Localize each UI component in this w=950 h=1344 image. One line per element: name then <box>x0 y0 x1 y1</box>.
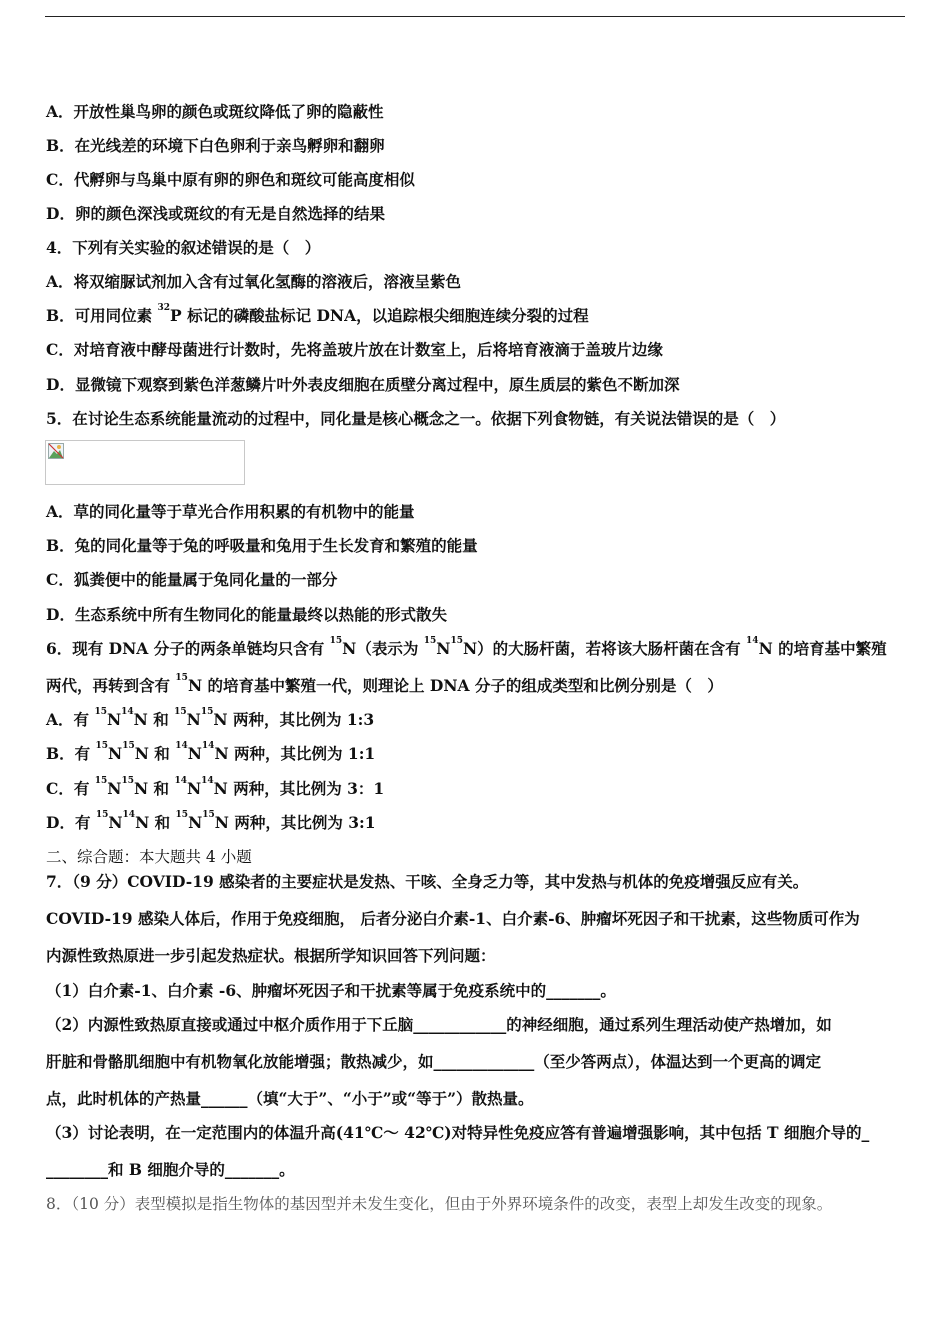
q6-option-c: C．有 $^{15}N^{15}N$ 和 $^{14}N^{14}N$ 两种，其比例为 3：1 <box>46 776 385 798</box>
q4-option-c: C．对培育液中酵母菌进行计数时，先将盖玻片放在计数室上，后将培育液滴于盖玻片边缘 <box>46 340 663 359</box>
q3-option-a: A．开放性巢鸟卵的颜色或斑纹降低了卵的隐蔽性 <box>46 102 384 121</box>
q5-option-d: D．生态系统中所有生物同化的能量最终以热能的形式散失 <box>46 605 447 624</box>
q6-option-d: D．有 $^{15}N^{14}N$ 和 $^{15}N^{15}N$ 两种，其比例为 3:1 <box>46 810 376 832</box>
q7-stem-line1: 7．（9 分）COVID-19 感染者的主要症状是发热、干咳、全身乏力等，其中发热与机体的免疫增强反应有关。 <box>46 872 809 891</box>
q4-stem: 4．下列有关实验的叙述错误的是（ ） <box>46 238 321 257</box>
header-rule <box>45 16 905 17</box>
broken-image-icon <box>48 443 64 459</box>
q7-part2-line3: 点，此时机体的产热量______（填“大于”、“小于”或“等于”）散热量。 <box>46 1089 534 1108</box>
section-heading: 二、综合题：本大题共 4 小题 <box>46 848 252 866</box>
q7-stem-line3: 内源性致热原进一步引起发热症状。根据所学知识回答下列问题： <box>46 946 496 965</box>
food-chain-image <box>45 440 245 485</box>
q6-stem-line1: 6．现有 DNA 分子的两条单链均只含有 $^{15}$N（表示为 $^{15}N^{15}N$）的大肠杆菌，若将该大肠杆菌在含有 $^{14}$N 的培育基中繁殖 <box>46 636 887 658</box>
q7-part2-line2: 肝脏和骨骼肌细胞中有机物氧化放能增强；散热减少，如_____________（至少答两点），体温达到一个更高的调定 <box>46 1052 822 1071</box>
q6-option-a: A．有 $^{15}N^{14}N$ 和 $^{15}N^{15}N$ 两种，其比例为 1:3 <box>46 707 375 729</box>
q4-option-b: B．可用同位素 $^{32}$P 标记的磷酸盐标记 DNA，以追踪根尖细胞连续分裂的过程 <box>46 303 589 325</box>
q7-part3-line2: ________和 B 细胞介导的_______。 <box>46 1160 295 1179</box>
q7-part2-line1: （2）内源性致热原直接或通过中枢介质作用于下丘脑____________的神经细胞，通过系列生理活动使产热增加，如 <box>46 1015 832 1034</box>
q8-stem-line1: 8．（10 分）表型模拟是指生物体的基因型并未发生变化，但由于外界环境条件的改变，表型上却发生改变的现象。 <box>46 1195 833 1213</box>
q6-option-b: B．有 $^{15}N^{15}N$ 和 $^{14}N^{14}N$ 两种，其比例为 1:1 <box>46 741 376 763</box>
q7-part1: （1）白介素-1、白介素 -6、肿瘤坏死因子和干扰素等属于免疫系统中的_______。 <box>46 981 616 1000</box>
q3-option-b: B．在光线差的环境下白色卵利于亲鸟孵卵和翻卵 <box>46 136 385 155</box>
q6-stem-line2: 两代，再转到含有 $^{15}$N 的培育基中繁殖一代，则理论上 DNA 分子的组成类型和比例分别是（ ） <box>46 673 723 695</box>
q3-option-c: C．代孵卵与鸟巢中原有卵的卵色和斑纹可能高度相似 <box>46 170 415 189</box>
q5-stem: 5．在讨论生态系统能量流动的过程中，同化量是核心概念之一。依据下列食物链，有关说法错误的是（ ） <box>46 409 786 428</box>
q3-option-d: D．卵的颜色深浅或斑纹的有无是自然选择的结果 <box>46 204 385 223</box>
q4-option-d: D．显微镜下观察到紫色洋葱鳞片叶外表皮细胞在质壁分离过程中，原生质层的紫色不断加深 <box>46 375 680 394</box>
q5-option-c: C．狐粪便中的能量属于兔同化量的一部分 <box>46 570 338 589</box>
q5-option-b: B．兔的同化量等于兔的呼吸量和兔用于生长发育和繁殖的能量 <box>46 536 478 555</box>
q5-option-a: A．草的同化量等于草光合作用积累的有机物中的能量 <box>46 502 415 521</box>
q4-option-a: A．将双缩脲试剂加入含有过氧化氢酶的溶液后，溶液呈紫色 <box>46 272 462 291</box>
q7-part3-line1: （3）讨论表明，在一定范围内的体温升高(41℃～ 42℃)对特异性免疫应答有普遍增强影响，其中包括 T 细胞介导的_ <box>46 1123 870 1142</box>
q7-stem-line2: COVID-19 感染人体后，作用于免疫细胞， 后者分泌白介素-1、白介素-6、肿瘤坏死因子和干扰素，这些物质可作为 <box>46 909 860 928</box>
